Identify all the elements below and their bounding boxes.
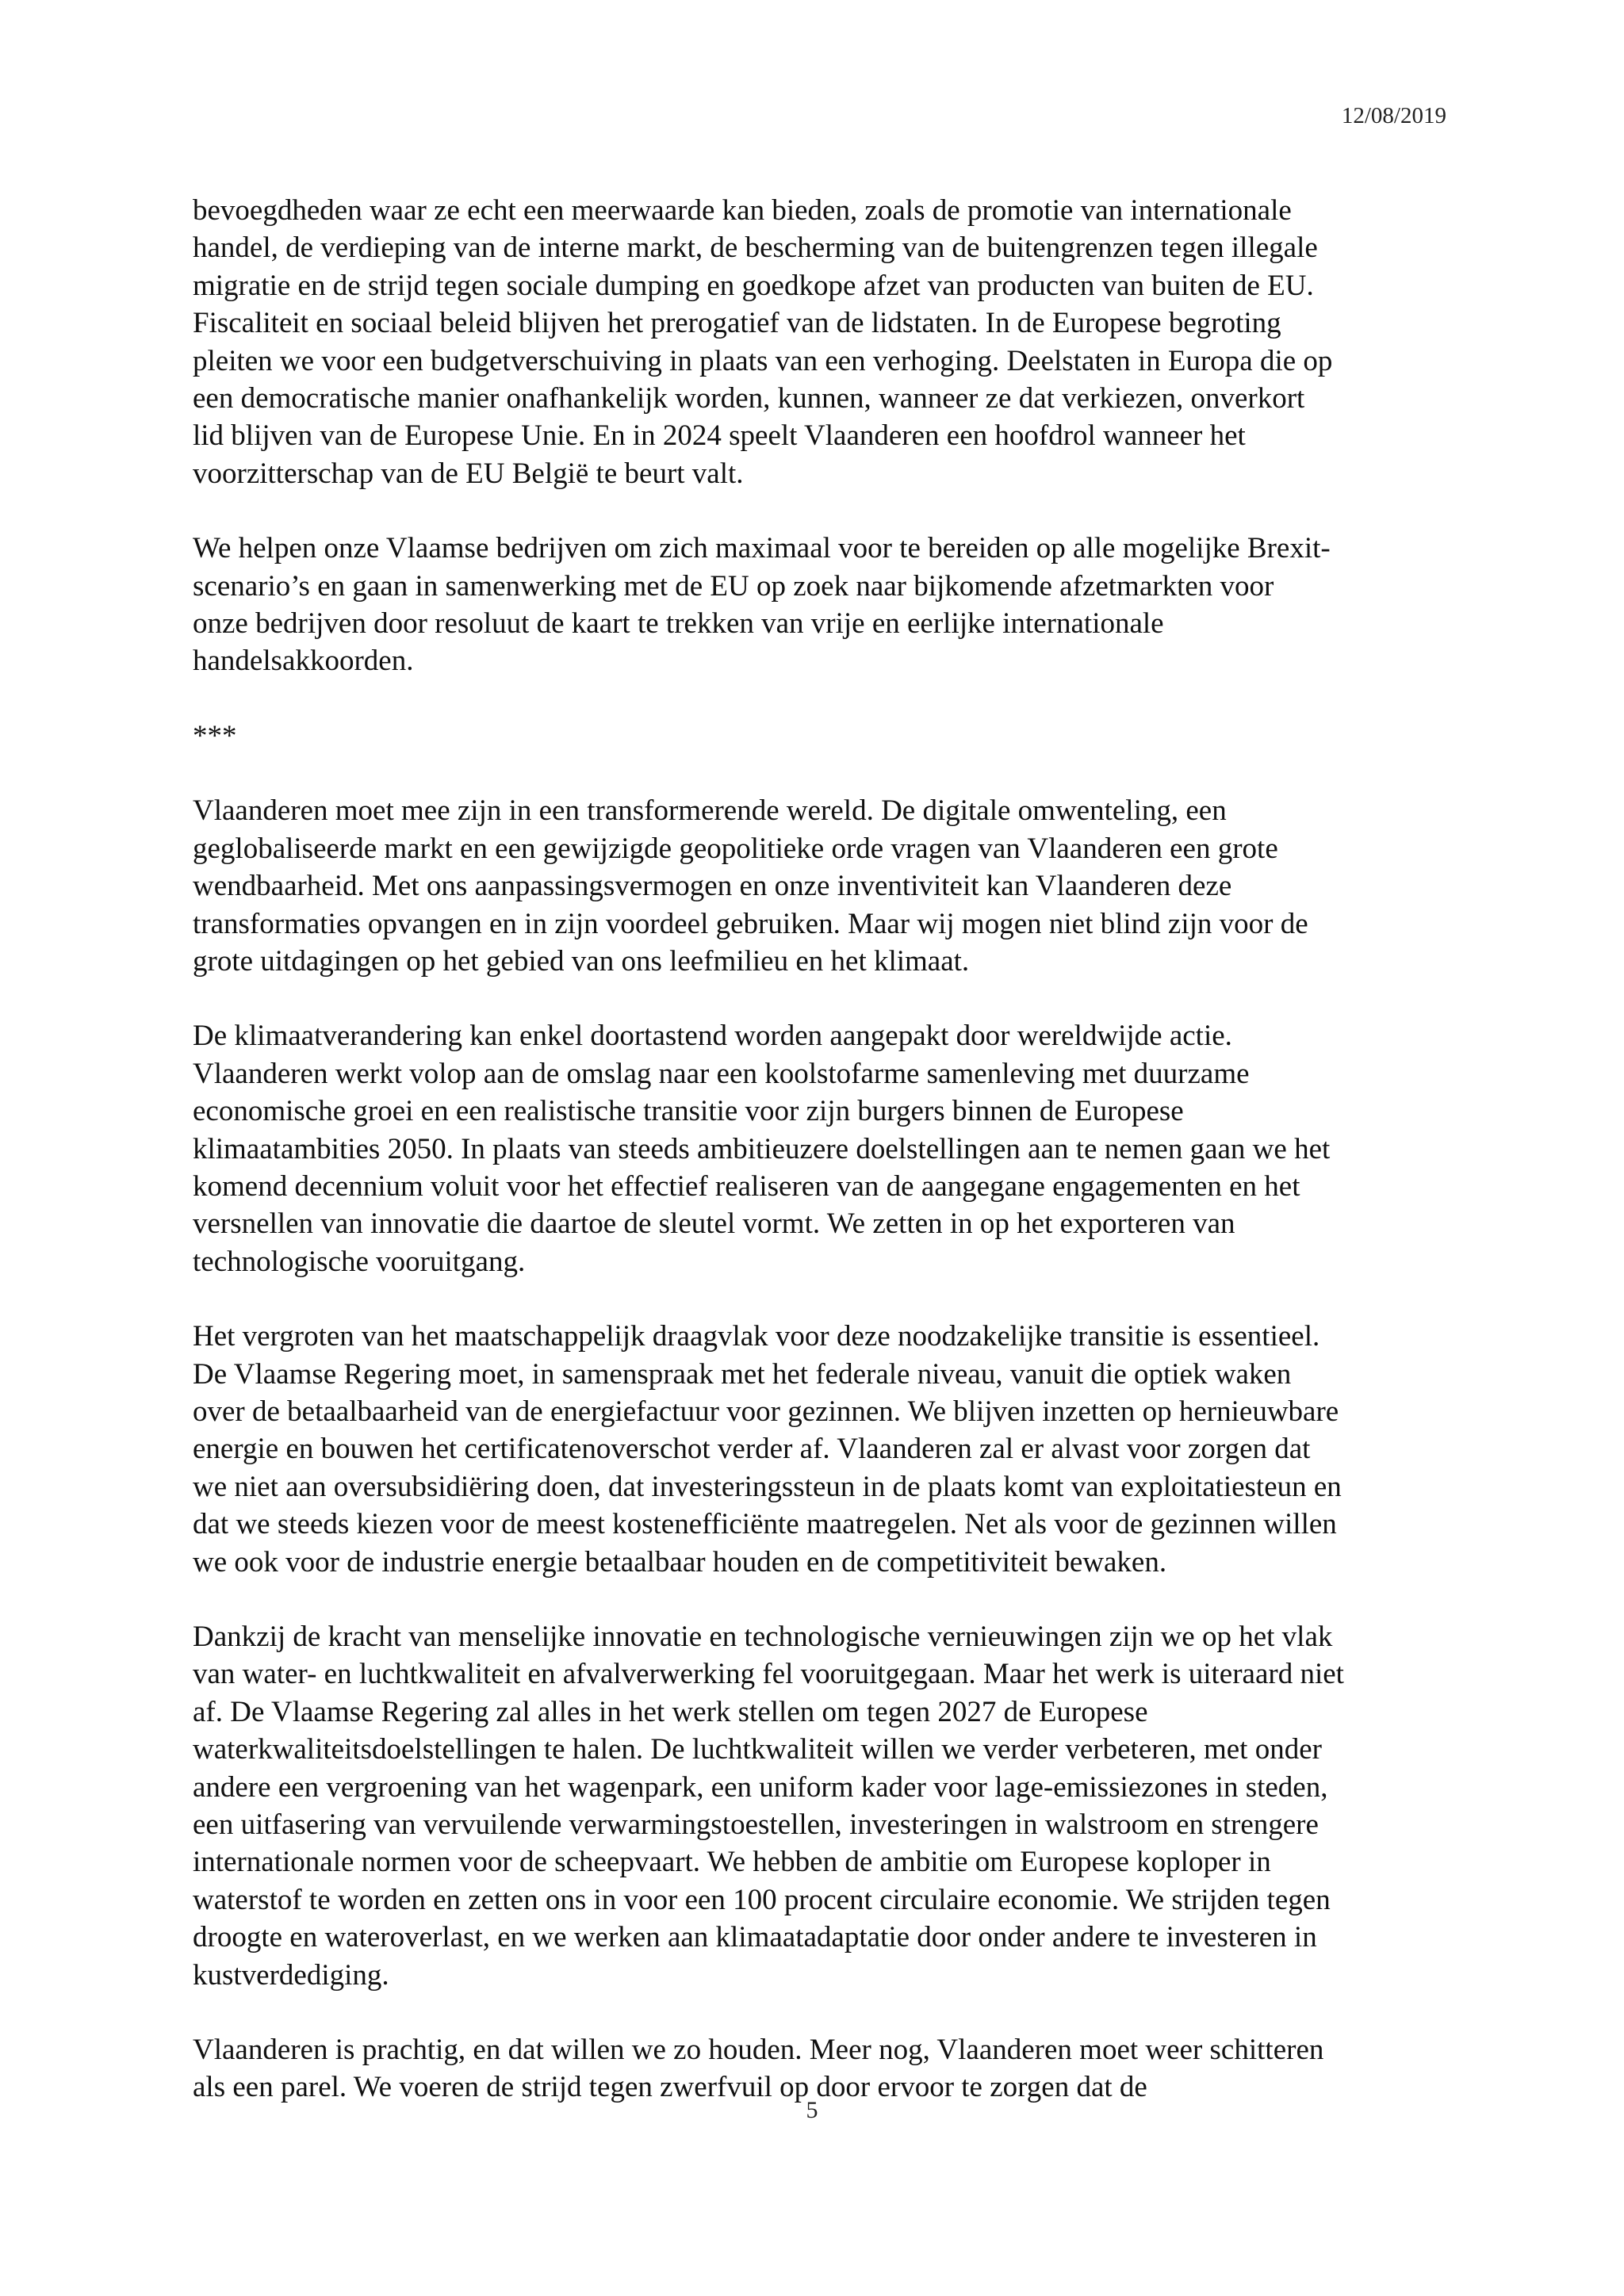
text-line: voorzitterschap van de EU België te beurt valt. xyxy=(193,457,744,490)
text-line: waterstof te worden en zetten ons in voor een 100 procent circulaire economie. We strijden tegen xyxy=(193,1883,1331,1916)
paragraph-brexit xyxy=(193,530,1446,680)
text-line: energie en bouwen het certificatenoverschot verder af. Vlaanderen zal er alvast voor zorgen dat xyxy=(193,1433,1311,1466)
paragraph-litter xyxy=(193,2031,1446,2107)
text-line: waterkwaliteitsdoelstellingen te halen. De luchtkwaliteit willen we verder verbeteren, met onder xyxy=(193,1733,1322,1766)
text-line: Vlaanderen moet mee zijn in een transformerende wereld. De digitale omwenteling, een xyxy=(193,794,1227,828)
text-line: een democratische manier onafhankelijk worden, kunnen, wanneer ze dat verkiezen, onverkort xyxy=(193,382,1305,415)
text-line: komend decennium voluit voor het effectief realiseren van de aangegane engagementen en het xyxy=(193,1169,1300,1203)
text-line: De klimaatverandering kan enkel doortastend worden aangepakt door wereldwijde actie. xyxy=(193,1020,1232,1053)
text-line: dat we steeds kiezen voor de meest kostenefficiënte maatregelen. Net als voor de gezinnen willen xyxy=(193,1508,1337,1541)
text-line: handelsakkoorden. xyxy=(193,645,414,678)
text-line: over de betaalbaarheid van de energiefactuur voor gezinnen. We blijven inzetten op hernieuwbare xyxy=(193,1395,1339,1428)
text-line: af. De Vlaamse Regering zal alles in het werk stellen om tegen 2027 de Europese xyxy=(193,1695,1148,1728)
text-line: wendbaarheid. Met ons aanpassingsvermogen en onze inventiviteit kan Vlaanderen deze xyxy=(193,870,1232,903)
text-line: kustverdediging. xyxy=(193,1958,389,1992)
text-line: als een parel. We voeren de strijd tegen zwerfvuil op door ervoor te zorgen dat de xyxy=(193,2071,1147,2104)
text-line: lid blijven van de Europese Unie. En in 2024 speelt Vlaanderen een hoofdrol wanneer het xyxy=(193,419,1246,453)
text-line: grote uitdagingen op het gebied van ons leefmilieu en het klimaat. xyxy=(193,944,970,978)
body-text xyxy=(193,192,1446,2144)
text-line: Fiscaliteit en sociaal beleid blijven het prerogatief van de lidstaten. In de Europese begroting xyxy=(193,307,1281,340)
paragraph-water-air xyxy=(193,1618,1446,1994)
text-line: klimaatambities 2050. In plaats van steeds ambitieuzere doelstellingen aan te nemen gaan we het xyxy=(193,1132,1331,1165)
text-line: geglobaliseerde markt en een gewijzigde geopolitieke orde vragen van Vlaanderen een grote xyxy=(193,832,1278,865)
text-line: we ook voor de industrie energie betaalbaar houden en de competitiviteit bewaken. xyxy=(193,1545,1167,1578)
text-line: technologische vooruitgang. xyxy=(193,1245,526,1278)
text-line: internationale normen voor de scheepvaart. We hebben de ambitie om Europese koploper in xyxy=(193,1846,1271,1879)
page-date: 12/08/2019 xyxy=(1341,103,1446,128)
paragraph-eu-competences xyxy=(193,192,1446,492)
text-line: migratie en de strijd tegen sociale dumping en goedkope afzet van producten van buiten de EU. xyxy=(193,269,1314,302)
text-line: pleiten we voor een budgetverschuiving in plaats van een verhoging. Deelstaten in Europa die op xyxy=(193,344,1333,377)
text-line: Het vergroten van het maatschappelijk draagvlak voor deze noodzakelijke transitie is essentieel. xyxy=(193,1320,1320,1353)
text-line: scenario’s en gaan in samenwerking met de EU op zoek naar bijkomende afzetmarkten voor xyxy=(193,569,1274,603)
paragraph-transforming-world xyxy=(193,792,1446,980)
text-line: Dankzij de kracht van menselijke innovatie en technologische vernieuwingen zijn we op het vlak xyxy=(193,1621,1333,1653)
text-line: Vlaanderen is prachtig, en dat willen we zo houden. Meer nog, Vlaanderen moet weer schitteren xyxy=(193,2034,1324,2067)
paragraph-energy xyxy=(193,1318,1446,1581)
text-line: handel, de verdieping van de interne markt, de bescherming van de buitengrenzen tegen illegale xyxy=(193,232,1318,265)
text-line: van water- en luchtkwaliteit en afvalverwerking fel vooruitgegaan. Maar het werk is uiteraard niet xyxy=(193,1658,1344,1691)
paragraph-climate xyxy=(193,1017,1446,1280)
text-line: we niet aan oversubsidiëring doen, dat investeringssteun in de plaats komt van exploitatiesteun en xyxy=(193,1470,1342,1503)
page-number: 5 xyxy=(806,2097,818,2123)
section-separator: *** xyxy=(193,719,237,752)
text-line: bevoegdheden waar ze echt een meerwaarde kan bieden, zoals de promotie van internationale xyxy=(193,194,1292,227)
text-line: droogte en wateroverlast, en we werken aan klimaatadaptatie door onder andere te investeren in xyxy=(193,1921,1317,1954)
text-line: transformaties opvangen en in zijn voordeel gebruiken. Maar wij mogen niet blind zijn voor de xyxy=(193,907,1308,940)
text-line: We helpen onze Vlaamse bedrijven om zich maximaal voor te bereiden op alle mogelijke Brexit- xyxy=(193,532,1331,565)
text-line: onze bedrijven door resoluut de kaart te trekken van vrije en eerlijke internationale xyxy=(193,607,1164,641)
text-line: Vlaanderen werkt volop aan de omslag naar een koolstofarme samenleving met duurzame xyxy=(193,1057,1250,1090)
text-line: economische groei en een realistische transitie voor zijn burgers binnen de Europese xyxy=(193,1095,1184,1128)
text-line: andere een vergroening van het wagenpark, een uniform kader voor lage-emissiezones in steden, xyxy=(193,1770,1328,1804)
text-line: De Vlaamse Regering moet, in samenspraak met het federale niveau, vanuit die optiek waken xyxy=(193,1357,1292,1391)
text-line: een uitfasering van vervuilende verwarmingstoestellen, investeringen in walstroom en strengere xyxy=(193,1808,1319,1842)
text-line: versnellen van innovatie die daartoe de sleutel vormt. We zetten in op het exporteren van xyxy=(193,1207,1235,1241)
